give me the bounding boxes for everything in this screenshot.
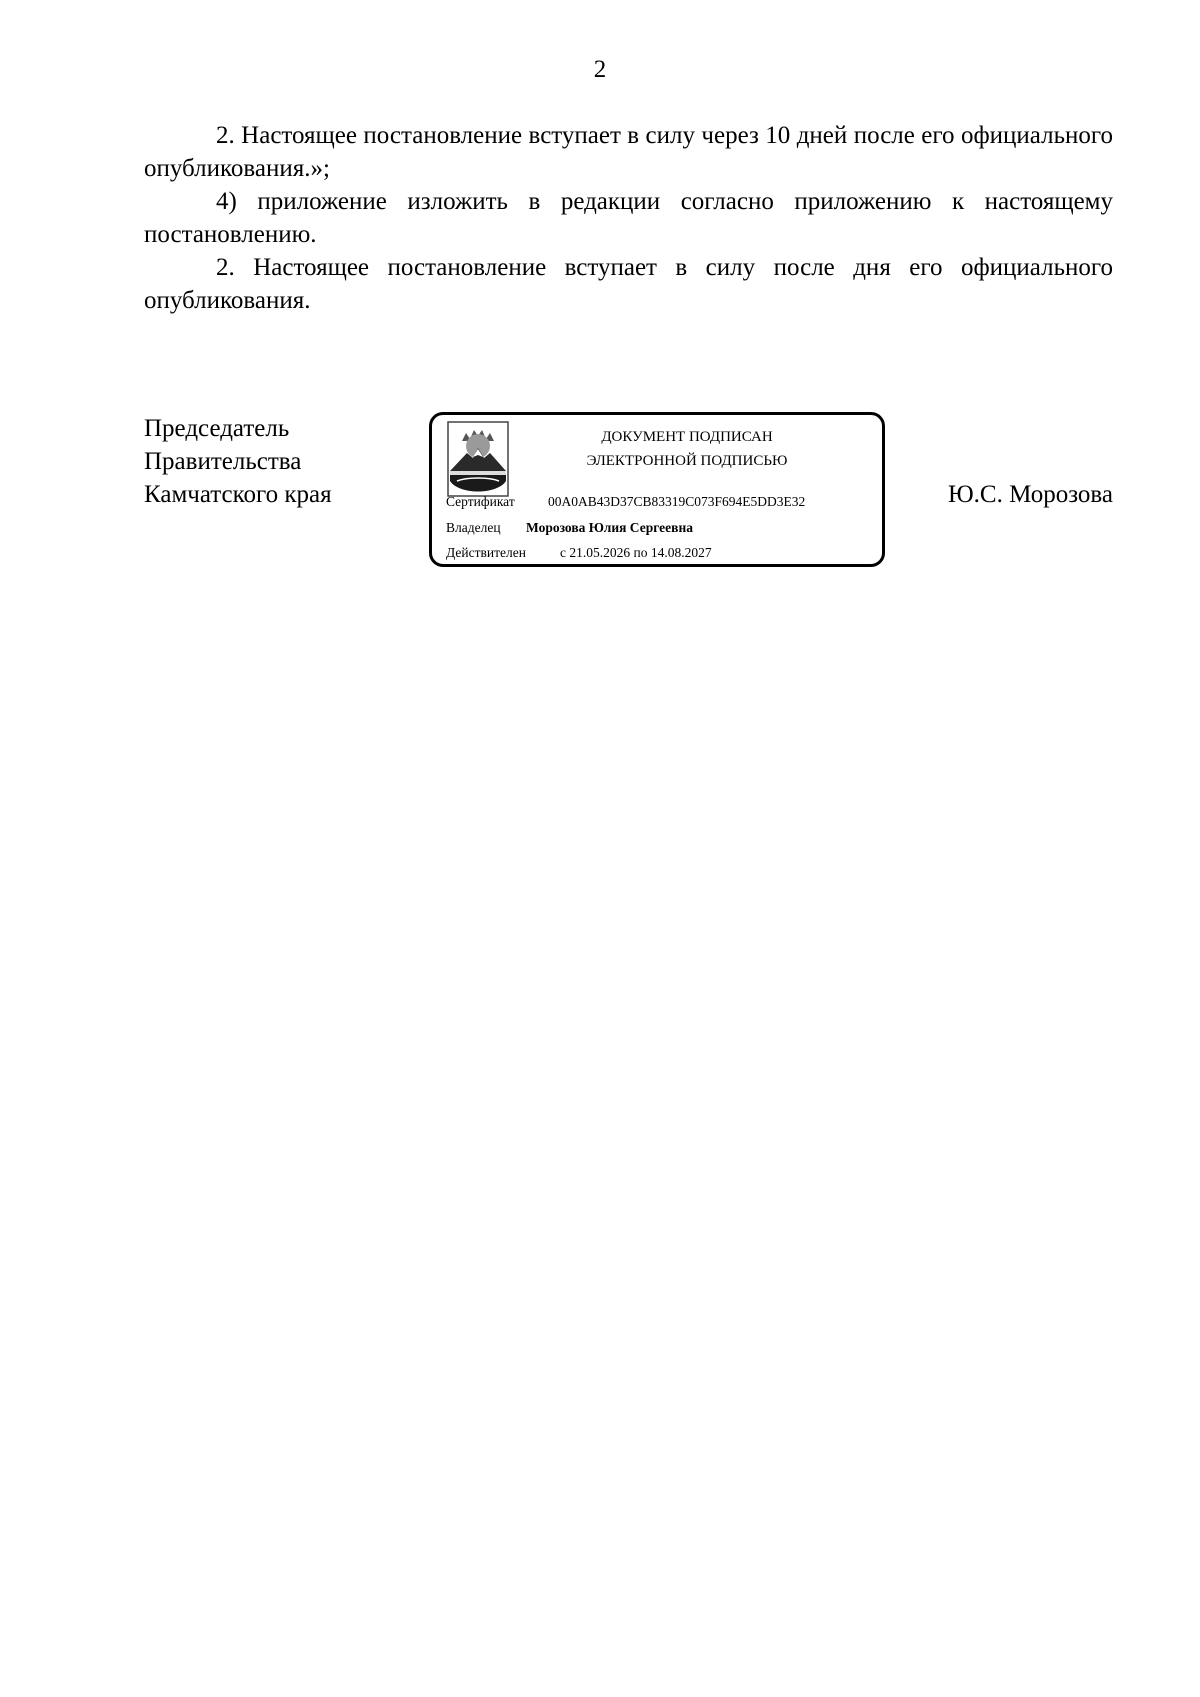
stamp-heading-line-1: ДОКУМЕНТ ПОДПИСАН [601,429,773,445]
valid-label: Действителен [446,545,526,560]
signer-position-line-2: Правительства [144,448,302,475]
stamp-certificate-row [446,493,805,511]
paragraph-effective-date: 2. Настоящее постановление вступает в силу после дня его официального опубликования. [144,254,1113,314]
kamchatka-coat-of-arms-icon [447,421,509,497]
certificate-label: Сертификат [446,494,515,509]
stamp-validity-row [446,544,712,562]
paragraph-effective-10-days: 2. Настоящее постановление вступает в силу через 10 дней после его официального опубликования.»; [144,122,1113,182]
document-body [144,119,1113,317]
page-number: 2 [593,56,607,83]
signer-position-line-3: Камчатского края [144,481,332,508]
owner-value: Морозова Юлия Сергеевна [526,520,693,535]
owner-label: Владелец [446,520,501,535]
signer-name: Ю.С. Морозова [947,481,1113,508]
electronic-signature-stamp [429,412,885,567]
certificate-value: 00A0AB43D37CB83319C073F694E5DD3E32 [548,494,806,509]
stamp-owner-row [446,519,693,537]
signer-position [144,412,332,511]
signer-position-line-1: Председатель [144,415,290,442]
valid-value: с 21.05.2026 по 14.08.2027 [560,545,712,560]
paragraph-appendix: 4) приложение изложить в редакции согласно приложению к настоящему постановлению. [144,188,1113,248]
stamp-heading-line-2: ЭЛЕКТРОННОЙ ПОДПИСЬЮ [586,453,788,469]
stamp-heading [522,425,852,473]
